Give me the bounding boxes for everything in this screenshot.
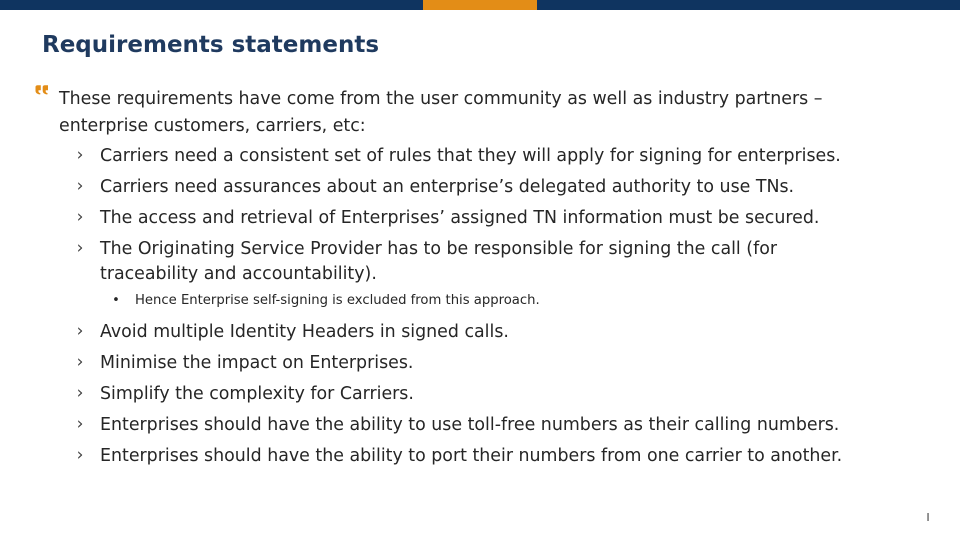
- list-item: Minimise the impact on Enterprises.: [100, 353, 414, 373]
- chevron-bullet-icon: ›: [76, 145, 84, 165]
- slide-title: Requirements statements: [42, 32, 380, 58]
- chevron-bullet-icon: ›: [76, 445, 84, 465]
- list-item: Enterprises should have the ability to use toll-free numbers as their calling numbers.: [100, 415, 840, 435]
- list-item: The Originating Service Provider has to be responsible for signing the call (for: [100, 239, 777, 259]
- top-bar-accent: [423, 0, 537, 10]
- chevron-bullet-icon: ›: [76, 414, 84, 434]
- list-item: Simplify the complexity for Carriers.: [100, 384, 414, 404]
- chevron-bullet-icon: ›: [76, 352, 84, 372]
- list-item: Avoid multiple Identity Headers in signed calls.: [100, 322, 509, 342]
- intro-line-1: These requirements have come from the user community as well as industry partners –: [59, 89, 823, 109]
- list-item: Carriers need a consistent set of rules that they will apply for signing for enterprises.: [100, 146, 841, 166]
- dot-bullet-icon: •: [112, 293, 120, 308]
- chevron-bullet-icon: ›: [76, 321, 84, 341]
- chevron-bullet-icon: ›: [76, 176, 84, 196]
- chevron-bullet-icon: ›: [76, 383, 84, 403]
- sub-list-item: Hence Enterprise self-signing is excluded from this approach.: [135, 293, 540, 308]
- list-item: Carriers need assurances about an enterprise’s delegated authority to use TNs.: [100, 177, 795, 197]
- intro-line-2: enterprise customers, carriers, etc:: [59, 116, 366, 136]
- list-item: Enterprises should have the ability to port their numbers from one carrier to another.: [100, 446, 843, 466]
- page-number: l: [926, 511, 930, 524]
- list-item: The access and retrieval of Enterprises’ assigned TN information must be secured.: [100, 208, 820, 228]
- bullet-icon: [34, 84, 50, 100]
- chevron-bullet-icon: ›: [76, 238, 84, 258]
- list-item-continuation: traceability and accountability).: [100, 264, 377, 284]
- chevron-bullet-icon: ›: [76, 207, 84, 227]
